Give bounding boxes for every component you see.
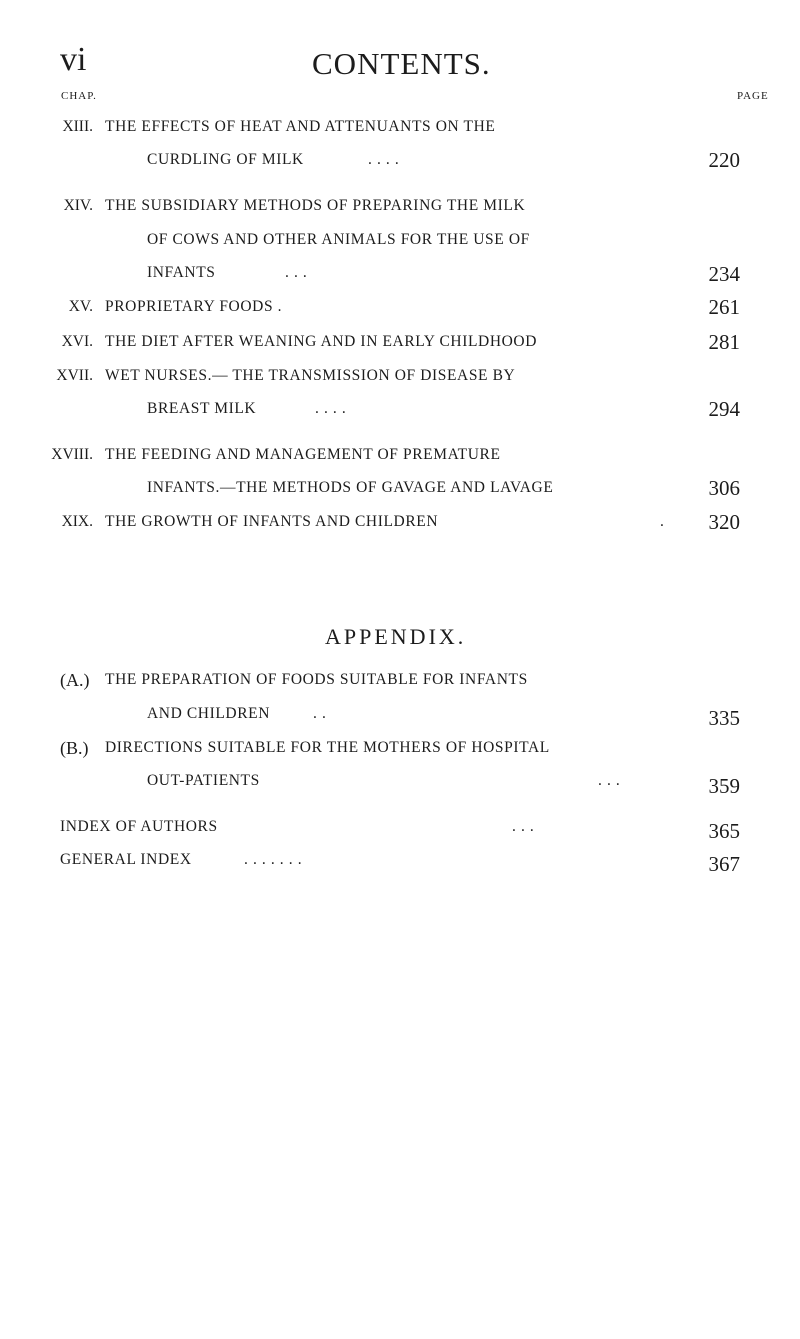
leader-dots: . . . .	[315, 400, 347, 417]
page-ref: 234	[708, 262, 740, 286]
index-title: INDEX OF AUTHORS	[60, 818, 218, 835]
appendix-title-line: THE PREPARATION OF FOODS SUITABLE FOR INFANTS	[105, 671, 528, 688]
chapter-title-line: CURDLING OF MILK	[147, 151, 304, 168]
appendix-heading: APPENDIX.	[325, 624, 467, 649]
chapter-title-line: THE EFFECTS OF HEAT AND ATTENUANTS ON THE	[105, 118, 496, 135]
appendix-label: (B.)	[60, 738, 89, 758]
leader-dots: . . .	[512, 818, 535, 835]
page-ref: 365	[708, 819, 740, 843]
chapter-number: XIV.	[63, 197, 93, 214]
appendix-title-line: AND CHILDREN	[147, 705, 271, 722]
chapter-title-line: THE DIET AFTER WEANING AND IN EARLY CHILDHOOD	[105, 333, 537, 350]
page-ref: 294	[708, 397, 740, 421]
chapter-title-line: THE FEEDING AND MANAGEMENT OF PREMATURE	[105, 446, 501, 463]
chapter-column-heading: CHAP.	[61, 90, 97, 102]
appendix-title-line: OUT-PATIENTS	[147, 772, 260, 789]
appendix-title-line: DIRECTIONS SUITABLE FOR THE MOTHERS OF HOSPITAL	[105, 739, 550, 756]
appendix-label: (A.)	[60, 670, 90, 690]
chapter-title-line: INFANTS	[147, 264, 216, 281]
page-ref: 281	[708, 330, 740, 354]
chapter-number: XVII.	[56, 367, 93, 384]
page-ref: 220	[708, 148, 740, 172]
page-column-heading: PAGE	[737, 90, 769, 102]
page-ref: 261	[708, 295, 740, 319]
chapter-title-line: WET NURSES.— THE TRANSMISSION OF DISEASE BY	[105, 367, 516, 384]
page-ref: 320	[708, 510, 740, 534]
chapter-number: XVI.	[61, 333, 93, 350]
page-ref: 335	[708, 706, 740, 730]
page-ref: 367	[708, 852, 740, 876]
leader-dots: . . . .	[368, 151, 400, 168]
leader-dots: . . .	[598, 772, 621, 789]
leader-dots: . .	[313, 705, 327, 722]
chapter-title-line: INFANTS.—THE METHODS OF GAVAGE AND LAVAGE	[147, 479, 554, 496]
chapter-title-line: OF COWS AND OTHER ANIMALS FOR THE USE OF	[147, 231, 530, 248]
chapter-number: XIII.	[62, 118, 93, 135]
chapter-number: XVIII.	[51, 446, 93, 463]
leader-dots: . . .	[285, 264, 308, 281]
chapter-title-line: THE GROWTH OF INFANTS AND CHILDREN	[105, 513, 439, 530]
chapter-number: XV.	[68, 298, 93, 315]
chapter-title-line: PROPRIETARY FOODS .	[105, 298, 283, 315]
index-title: GENERAL INDEX	[60, 851, 192, 868]
chapter-number: XIX.	[61, 513, 93, 530]
page-number: vi	[60, 41, 87, 78]
page-title: CONTENTS.	[312, 46, 491, 81]
page-ref: 306	[708, 476, 740, 500]
leader-dots: . . . . . . .	[244, 851, 303, 868]
leader-dots: .	[660, 513, 665, 530]
page-ref: 359	[708, 774, 740, 798]
chapter-title-line: THE SUBSIDIARY METHODS OF PREPARING THE MILK	[105, 197, 526, 214]
chapter-title-line: BREAST MILK	[147, 400, 257, 417]
